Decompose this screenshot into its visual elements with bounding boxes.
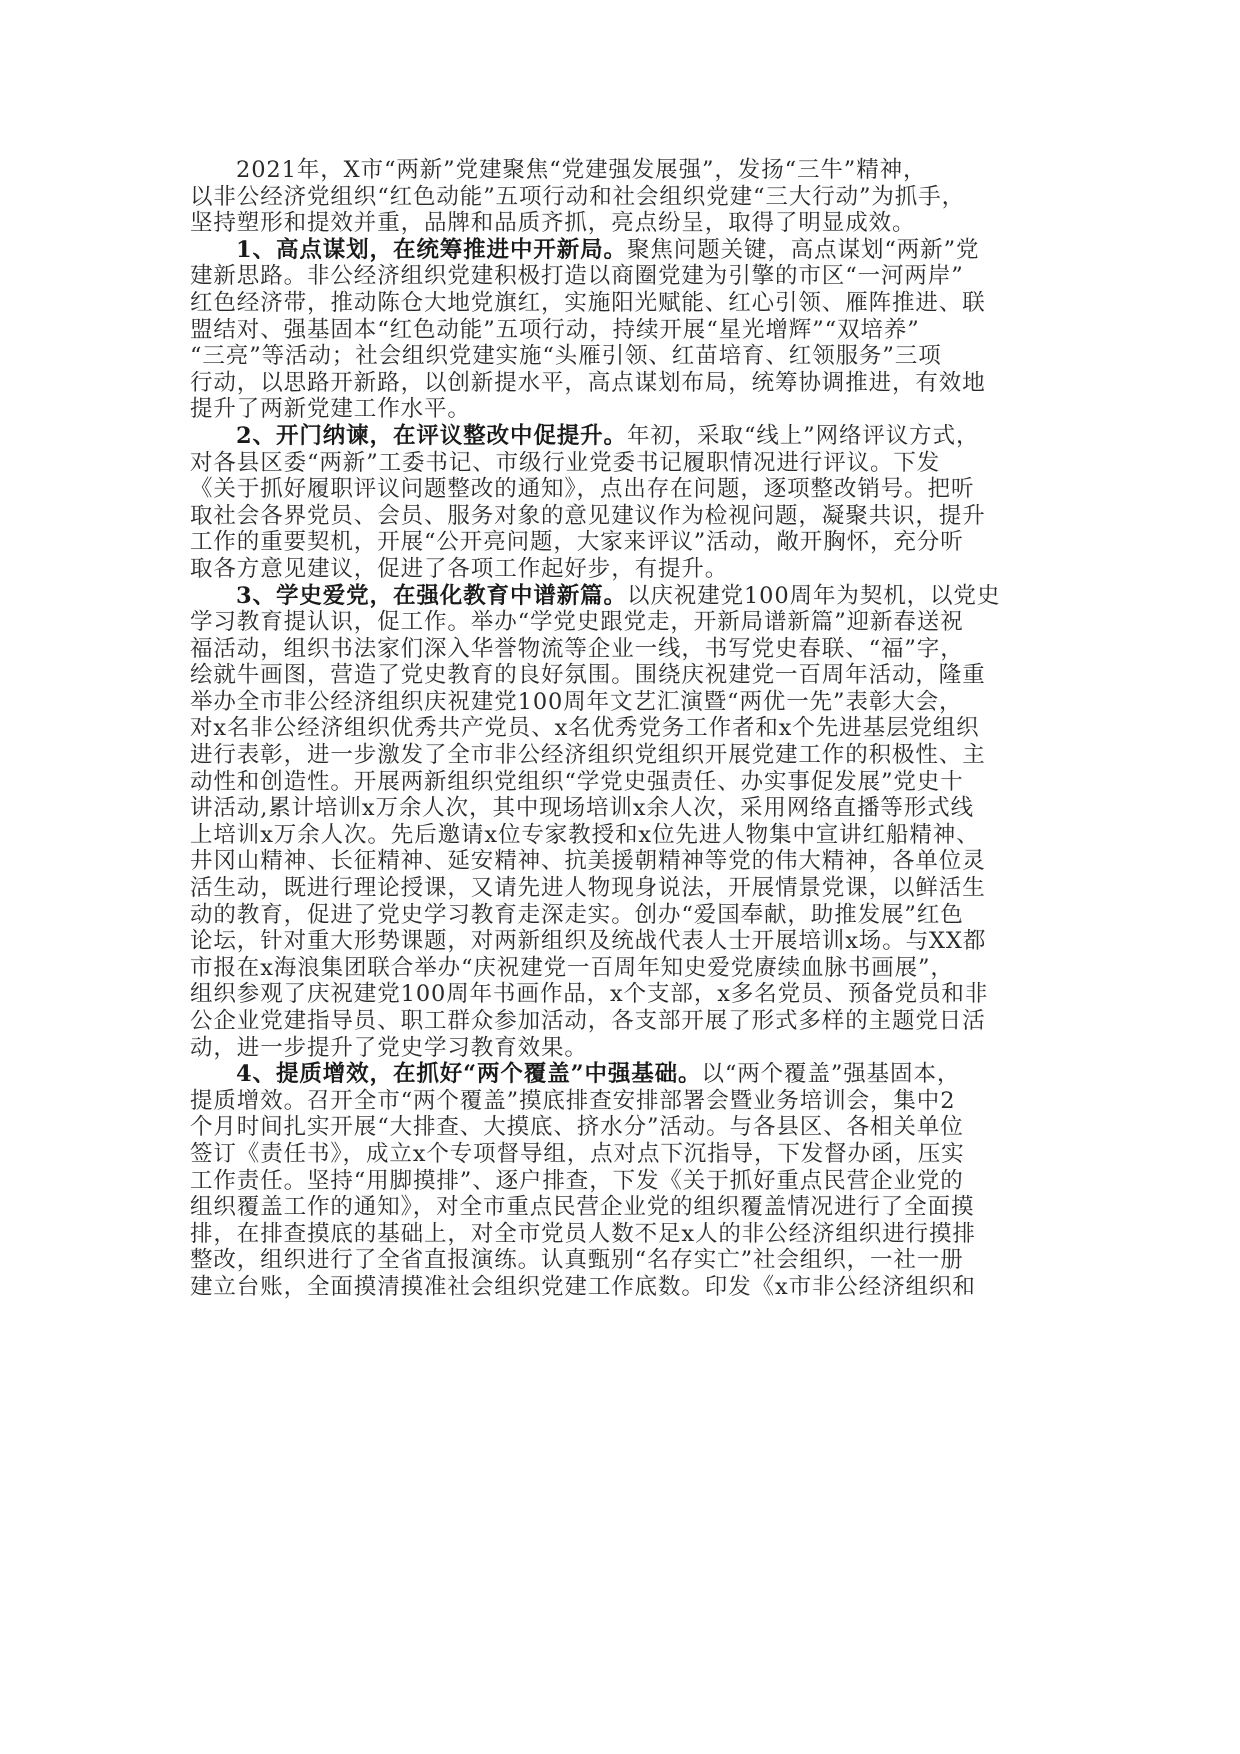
text-line: 提质增效。召开全市“两个覆盖”摸底排查安排部署会暨业务培训会，集中2 (190, 1087, 956, 1114)
section-3-heading: 3、学史爱党，在强化教育中谱新篇。 (236, 582, 627, 609)
text-line: 井冈山精神、长征精神、延安精神、抗美援朝精神等党的伟大精神，各单位灵 (190, 848, 986, 875)
text-line: 上培训x万余人次。先后邀请x位专家教授和x位先进人物集中宣讲红船精神、 (190, 821, 980, 848)
section-2-paragraph (190, 423, 1070, 583)
text-line: 讲活动,累计培训x万余人次，其中现场培训x余人次，采用网络直播等形式线 (190, 795, 975, 822)
text-line: 2021年，X市“两新”党建聚焦“党建强发展强”，发扬“三牛”精神， (236, 157, 927, 183)
text-line: 论坛，针对重大形势课题，对两新组织及统战代表人士开展培训x场。与XX都 (190, 928, 987, 955)
text-line: 红色经济带，推动陈仓大地党旗红，实施阳光赋能、红心引领、雁阵推进、联 (190, 289, 986, 316)
text-line: 提升了两新党建工作水平。 (190, 396, 471, 423)
text-line: 坚持塑形和提效并重，品牌和品质齐抓，亮点纷呈，取得了明显成效。 (190, 210, 916, 237)
text-run: 聚焦问题关键，高点谋划“两新”党 (626, 236, 980, 263)
text-line (190, 423, 1070, 450)
text-line (190, 583, 1070, 610)
text-line: 组织参观了庆祝建党100周年书画作品，x个支部，x多名党员、预备党员和非 (190, 981, 989, 1008)
text-line: 排，在排查摸底的基础上，对全市党员人数不足x人的非公经济组织进行摸排 (190, 1220, 976, 1247)
text-line: “三亮”等活动；社会组织党建实施“头雁引领、红苗培育、红领服务”三项 (190, 343, 942, 370)
text-line: 盟结对、强基固本“红色动能”五项行动，持续开展“星光增辉”“双培养” (190, 316, 920, 343)
text-line: 动的教育，促进了党史学习教育走深走实。创办“爱国奉献，助推发展”红色 (190, 901, 964, 928)
text-line: 整改，组织进行了全省直报演练。认真甄别“名存实亡”社会组织，一社一册 (190, 1247, 964, 1274)
section-1-paragraph (190, 237, 1070, 423)
text-line: 签订《责任书》，成立x个专项督导组，点对点下沉指导，下发督办函，压实 (190, 1140, 965, 1167)
text-line (190, 237, 1070, 264)
text-line: 工作责任。坚持“用脚摸排”、逐户排查，下发《关于抓好重点民营企业党的 (190, 1167, 964, 1194)
text-line: 对x名非公经济组织优秀共产党员、x名优秀党务工作者和x个先进基层党组织 (190, 715, 980, 742)
text-line: 取社会各界党员、会员、服务对象的意见建议作为检视问题，凝聚共识，提升 (190, 502, 986, 529)
text-line (190, 1061, 1070, 1088)
section-4-paragraph (190, 1061, 1070, 1300)
text-line: 动性和创造性。开展两新组织党组织“学党史强责任、办实事促发展”党史十 (190, 768, 964, 795)
text-line: 个月时间扎实开展“大排查、大摸底、挤水分”活动。与各县区、各相关单位 (190, 1114, 964, 1141)
text-line: 动，进一步提升了党史学习教育效果。 (190, 1034, 588, 1061)
text-line: 以非公经济党组织“红色动能”五项行动和社会组织党建“三大行动”为抓手， (190, 183, 966, 210)
text-line: 公企业党建指导员、职工群众参加活动，各支部开展了形式多样的主题党日活 (190, 1008, 986, 1034)
text-line: 对各县区委“两新”工委书记、市级行业党委书记履职情况进行评议。下发 (190, 449, 941, 476)
text-line: 建新思路。非公经济组织党建积极打造以商圈党建为引擎的市区“一河两岸” (190, 263, 964, 290)
text-line: 工作的重要契机，开展“公开亮问题，大家来评议”活动，敞开胸怀，充分听 (190, 529, 964, 556)
text-run: 以庆祝建党100周年为契机，以党史 (626, 582, 1001, 609)
text-line: 举办全市非公经济组织庆祝建党100周年文艺汇演暨“两优一先”表彰大会， (190, 688, 963, 715)
text-line: 学习教育提认识，促工作。举办“学党史跟党走，开新局谱新篇”迎新春送祝 (190, 609, 964, 636)
text-line: 市报在x海浪集团联合举办“庆祝建党一百周年知史爱党赓续血脉书画展”， (190, 954, 954, 981)
text-line: 进行表彰，进一步激发了全市非公经济组织党组织开展党建工作的积极性、主 (190, 742, 986, 769)
text-line: 建立台账，全面摸清摸准社会组织党建工作底数。印发《x市非公经济组织和 (190, 1273, 976, 1300)
text-line: 行动，以思路开新路，以创新提水平，高点谋划布局，统筹协调推进，有效地 (190, 369, 986, 396)
text-line: 绘就牛画图，营造了党史教育的良好氛围。围绕庆祝建党一百周年活动，隆重 (190, 662, 986, 689)
text-line: 福活动，组织书法家们深入华誉物流等企业一线，书写党史春联、“福”字， (190, 635, 964, 662)
document-page (190, 157, 1070, 1301)
text-line: 取各方意见建议，促进了各项工作起好步，有提升。 (190, 555, 729, 582)
text-line: 组织覆盖工作的通知》，对全市重点民营企业党的组织覆盖情况进行了全面摸 (190, 1194, 975, 1221)
section-4-heading: 4、提质增效，在抓好“两个覆盖”中强基础。 (236, 1061, 702, 1088)
text-run: 以“两个覆盖”强基固本， (701, 1061, 961, 1088)
text-line: 活生动，既进行理论授课，又请先进人物现身说法，开展情景党课，以鲜活生 (190, 875, 986, 902)
section-1-heading: 1、高点谋划，在统筹推进中开新局。 (236, 236, 627, 263)
section-3-paragraph (190, 583, 1070, 1062)
section-2-heading: 2、开门纳谏，在评议整改中促提升。 (236, 422, 627, 449)
text-line: 《关于抓好履职评议问题整改的通知》，点出存在问题，逐项整改销号。把听 (190, 476, 975, 503)
text-run: 年初，采取“线上”网络评议方式， (626, 422, 980, 449)
intro-paragraph (190, 157, 1070, 237)
